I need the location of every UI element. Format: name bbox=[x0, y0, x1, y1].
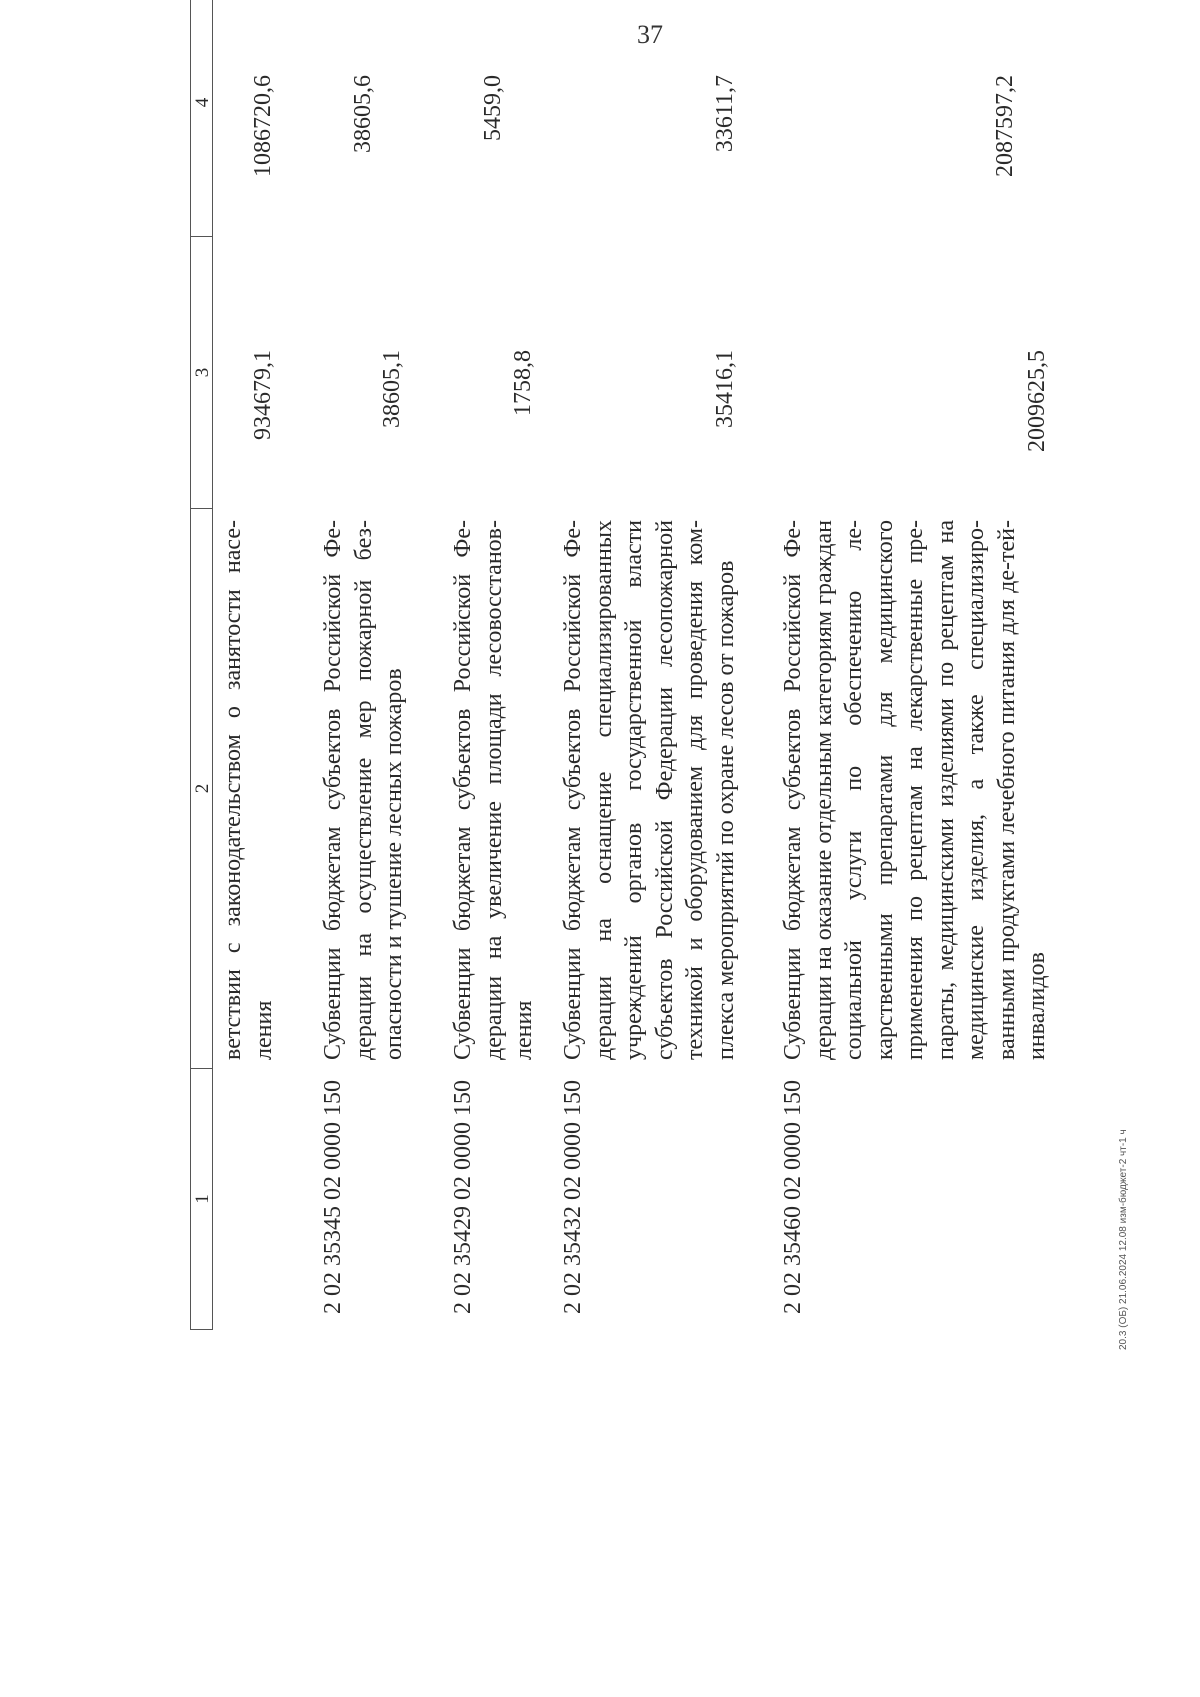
page-number: 37 bbox=[637, 20, 663, 49]
row-description: Субвенции бюджетам субъектов Российской Фе-дерации на оснащение специализированных учреждений органов государственной власти субъектов Российской Федерации лесопожарной техникой и оборудованием для проведения ком-плекса мероприятий по охране лесов от пожаров bbox=[560, 520, 739, 1060]
row-code: 2 02 35345 02 0000 150 bbox=[320, 1080, 346, 1314]
row-value-col4: 38605,6 bbox=[350, 75, 376, 153]
row-description: Субвенции бюджетам субъектов Российской Фе-дерации на осуществление мер пожарной без-опасности и тушение лесных пожаров bbox=[320, 520, 407, 1060]
row-value-col4: 2087597,2 bbox=[992, 75, 1018, 177]
row-code: 2 02 35429 02 0000 150 bbox=[450, 1080, 476, 1314]
row-value-col3: 934679,1 bbox=[250, 350, 276, 440]
budget-table bbox=[190, 0, 1120, 1330]
row-code: 2 02 35432 02 0000 150 bbox=[560, 1080, 586, 1314]
row-description: ветствии с законодательством о занятости насе-ления bbox=[220, 520, 277, 1060]
row-code: 2 02 35460 02 0000 150 bbox=[780, 1080, 806, 1314]
footer-text: 20.3 (ОБ) 21.06.2024 12.08 изм-бюджет-2 чт-1 ч bbox=[1118, 1129, 1129, 1350]
rotated-table bbox=[190, 0, 1120, 1330]
footer bbox=[1118, 1129, 1129, 1380]
column-header-3: 3 bbox=[190, 236, 213, 508]
row-value-col3: 35416,1 bbox=[712, 350, 738, 428]
row-value-col3: 2009625,5 bbox=[1024, 350, 1050, 452]
row-value-col3: 1758,8 bbox=[510, 350, 536, 416]
row-value-col4: 5459,0 bbox=[480, 75, 506, 141]
column-header-2: 2 bbox=[190, 508, 213, 1068]
row-value-col4: 1086720,6 bbox=[250, 75, 276, 177]
row-value-col4: 33611,7 bbox=[712, 75, 738, 153]
column-header-4: 4 bbox=[190, 0, 213, 236]
column-header-1: 1 bbox=[190, 1068, 213, 1330]
row-value-col3: 38605,1 bbox=[379, 350, 405, 428]
row-description: Субвенции бюджетам субъектов Российской Фе-дерации на увеличение площади лесовосстанов-ления bbox=[450, 520, 537, 1060]
row-description: Субвенции бюджетам субъектов Российской Фе-дерации на оказание отдельным категориям граждан социальной услуги по обеспечению ле-карственными препаратами для медицинского применения по рецептам на лекарственные пре-параты, медицинскими изделиями по рецептам на медицинские изделия, а также специализиро-ванными продуктами лечебного питания для де-тей-инвалидов bbox=[780, 520, 1050, 1060]
